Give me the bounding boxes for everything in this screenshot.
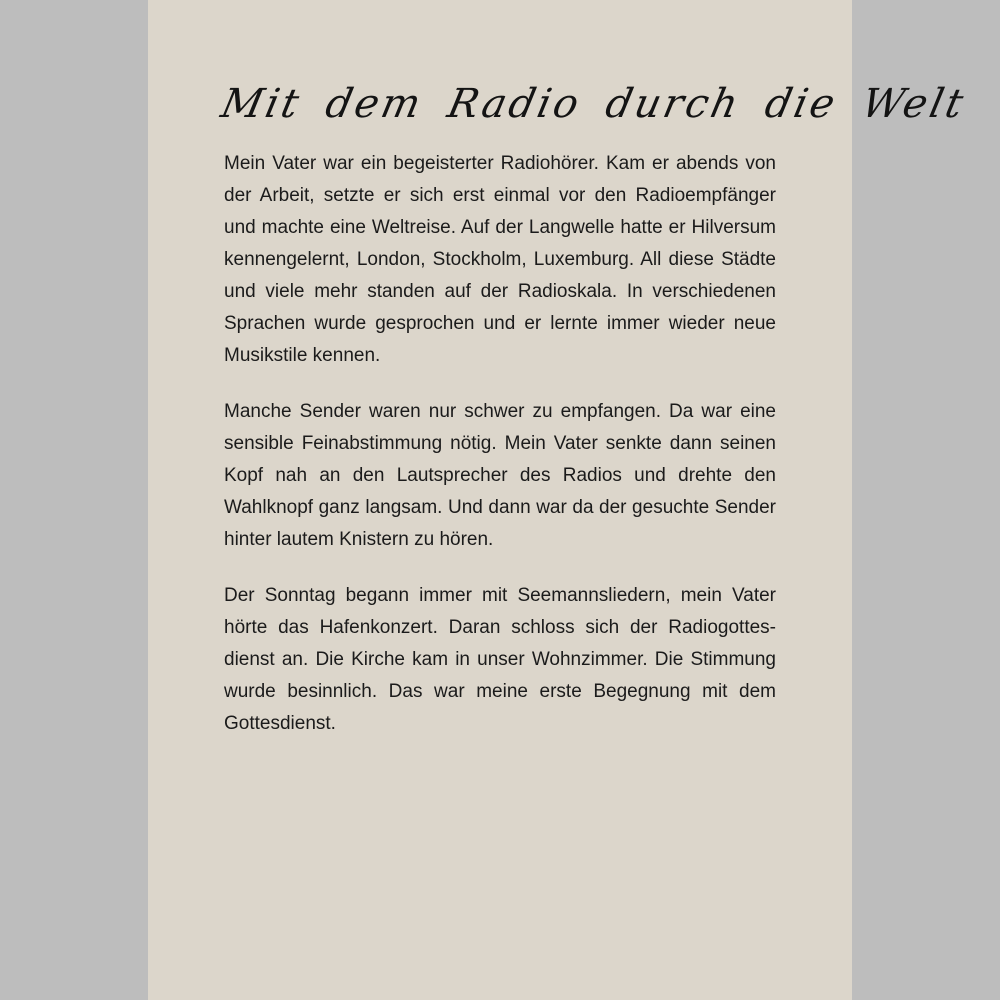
body-text xyxy=(224,148,776,764)
paragraph-fine-tuning: Manche Sender waren nur schwer zu empfangen. Da war eine sensible Feinabstimmung nötig. Mein Vater senkte dann seinen Kopf nah an den Lautsprecher des Radios und drehte den Wahlknopf ganz langsam. Und dann war da der gesuchte Sender hinter lautem Knistern zu hören. xyxy=(224,401,776,550)
paragraph-sunday-service: Der Sonntag begann immer mit Seemannsliedern, mein Vater hörte das Hafenkonzert. Daran schloss sich der Radiogottesdienst an. Die Kirche kam in unser Wohnzimmer. Die Stimmung wurde besinnlich. Das war meine erste Begegnung mit dem Gottesdienst. xyxy=(224,585,776,734)
handwritten-title: Mit dem Radio durch die Welt xyxy=(217,81,970,127)
document-page xyxy=(148,0,970,1000)
paragraph-radio-listener: Mein Vater war ein begeisterter Radiohörer. Kam er abends von der Arbeit, setzte er sich erst einmal vor den Radioempfänger und machte eine Weltreise. Auf der Langwelle hatte er Hilversum kennengelernt, London, Stockholm, Luxemburg. All diese Städte und viele mehr standen auf der Radioskala. In verschiedenen Sprachen wurde gesprochen und er lernte immer wieder neue Musikstile kennen. xyxy=(224,153,776,366)
